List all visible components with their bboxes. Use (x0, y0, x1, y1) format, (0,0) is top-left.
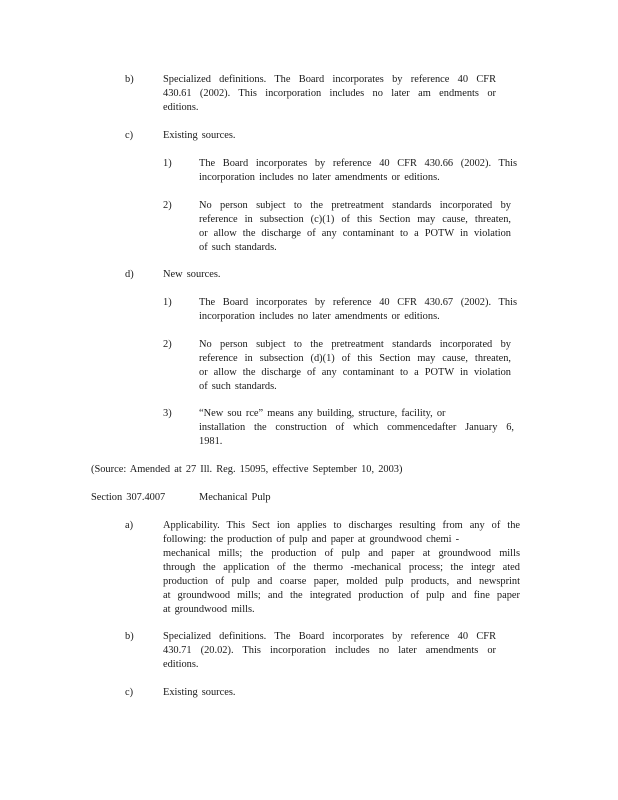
text-line: Existing sources. (163, 130, 236, 141)
paragraph-new-source-definition (199, 407, 514, 449)
text-line: incorporation includes no later amendments or editions. (199, 172, 440, 183)
item-label-a: a) (125, 520, 134, 531)
text-line: of such standards. (199, 381, 277, 392)
text-line: editions. (163, 659, 199, 670)
paragraph-incorporation-430-66 (199, 157, 517, 185)
item-label-c: c) (125, 687, 134, 698)
paragraph-specialized-definitions-430-61 (163, 73, 496, 115)
heading-new-sources (163, 268, 363, 282)
text-line: Specialized definitions. The Board incorporates by reference 40 CFR (163, 631, 496, 642)
item-label-b: b) (125, 74, 134, 85)
text-line: No person subject to the pretreatment standards incorporated by (199, 200, 511, 211)
section-number: Section 307.4007 (91, 492, 166, 503)
item-label-1: 1) (163, 297, 172, 308)
heading-existing-sources-2 (163, 686, 363, 700)
text-line: at groundwood mills; and the integrated production of pulp and fine paper (163, 590, 520, 601)
text-line: 1981. (199, 436, 223, 447)
section-title: Mechanical Pulp (199, 492, 271, 503)
text-line: 430.71 (20.02). This incorporation includes no later amendments or (163, 645, 496, 656)
text-line: at groundwood mills. (163, 604, 255, 615)
text-line: Applicability. This Sect ion applies to discharges resulting from any of the (163, 520, 520, 531)
item-label-2: 2) (163, 200, 172, 211)
text-line: New sources. (163, 269, 221, 280)
text-line: following: the production of pulp and paper at groundwood chemi - (163, 534, 460, 545)
item-label-d: d) (125, 269, 134, 280)
text-line: editions. (163, 102, 199, 113)
item-label-b: b) (125, 631, 134, 642)
text-line: through the application of the thermo -mechanical process; the integr ated (163, 562, 520, 573)
text-line: No person subject to the pretreatment standards incorporated by (199, 339, 511, 350)
text-line: Specialized definitions. The Board incorporates by reference 40 CFR (163, 74, 496, 85)
text-line: production of pulp and coarse paper, molded pulp products, and newsprint (163, 576, 520, 587)
source-note: (Source: Amended at 27 Ill. Reg. 15095, effective September 10, 2003) (91, 464, 403, 475)
text-line: installation the construction of which commencedafter January 6, (199, 422, 514, 433)
item-label-2: 2) (163, 339, 172, 350)
text-line: 430.61 (2002). This incorporation includes no later am endments or (163, 88, 496, 99)
text-line: or allow the discharge of any contaminant to a POTW in violation (199, 228, 511, 239)
paragraph-no-person-d1 (199, 338, 511, 394)
text-line: of such standards. (199, 242, 277, 253)
paragraph-specialized-definitions-430-71 (163, 630, 496, 672)
item-label-1: 1) (163, 158, 172, 169)
paragraph-no-person-c1 (199, 199, 511, 255)
item-label-3: 3) (163, 408, 172, 419)
text-line: reference in subsection (c)(1) of this Section may cause, threaten, (199, 214, 511, 225)
text-line: The Board incorporates by reference 40 CFR 430.67 (2002). This (199, 297, 517, 308)
heading-existing-sources (163, 129, 363, 143)
text-line: incorporation includes no later amendments or editions. (199, 311, 440, 322)
text-line: reference in subsection (d)(1) of this Section may cause, threaten, (199, 353, 511, 364)
text-line: or allow the discharge of any contaminant to a POTW in violation (199, 367, 511, 378)
text-line: mechanical mills; the production of pulp and paper at groundwood mills (163, 548, 520, 559)
text-line: The Board incorporates by reference 40 CFR 430.66 (2002). This (199, 158, 517, 169)
paragraph-applicability (163, 519, 520, 617)
paragraph-incorporation-430-67 (199, 296, 517, 324)
text-line: Existing sources. (163, 687, 236, 698)
item-label-c: c) (125, 130, 134, 141)
text-line: “New sou rce” means any building, structure, facility, or (199, 408, 446, 419)
